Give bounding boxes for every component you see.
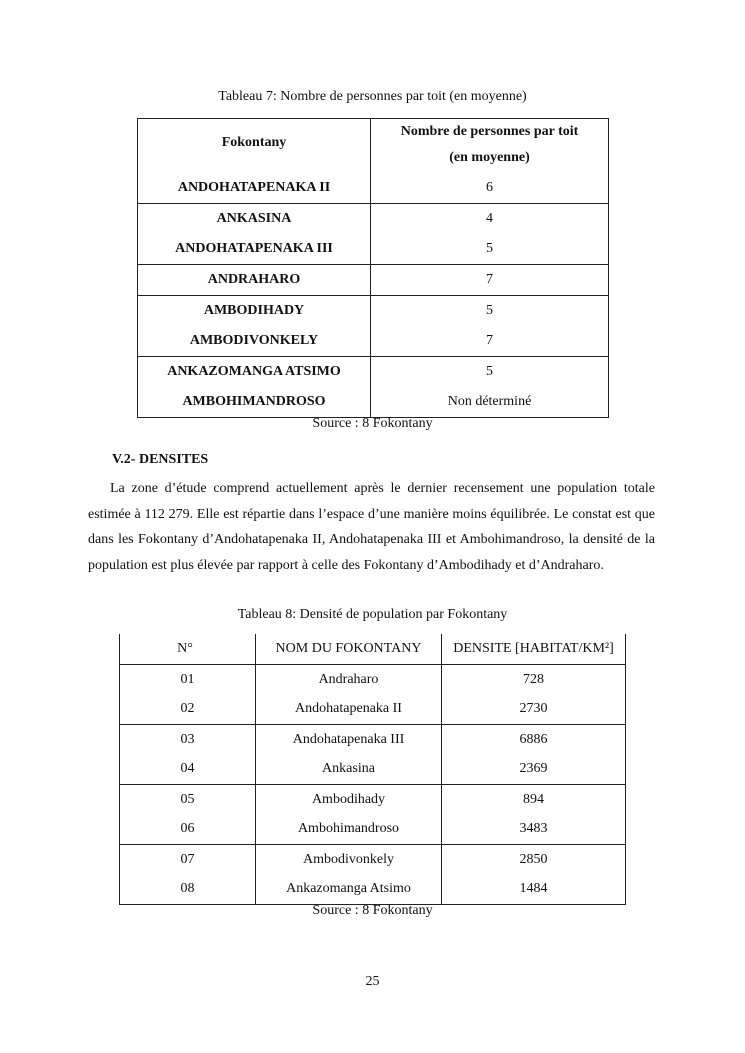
table7-group — [138, 296, 608, 357]
table8-header-row — [120, 634, 625, 664]
table-row: AMBODIHADY 5 — [138, 296, 608, 326]
table-row: ANKASINA 4 — [138, 204, 608, 234]
table7-group — [138, 357, 608, 417]
table7-header-row — [138, 119, 608, 173]
table-row: 03 Andohatapenaka III 6886 — [120, 725, 625, 755]
table7-header-fokontany: Fokontany — [138, 119, 371, 173]
table7-group — [138, 204, 608, 265]
table-row: 02 Andohatapenaka II 2730 — [120, 694, 625, 724]
table7-source: Source : 8 Fokontany — [312, 416, 433, 431]
table8-group — [120, 665, 625, 725]
table8-caption: Tableau 8: Densité de population par Fokontany — [237, 607, 508, 622]
section-paragraph: La zone d’étude comprend actuellement après le dernier recensement une population totale estimée à 112 279. Elle est répartie dans l’espace d’une manière moins équilibrée. Le constat est que dans les Fokontany d’Andohatapenaka II, Andohatapenaka III et Ambohimandroso, la densité de la population est plus élevée par rapport à celle des Fokontany d’Ambodihady et d’Andraharo. — [88, 481, 655, 573]
table7 — [137, 118, 609, 418]
table-row: AMBODIVONKELY 7 — [138, 326, 608, 356]
table7-group — [138, 265, 608, 296]
table8 — [119, 634, 626, 905]
table8-group — [120, 725, 625, 785]
table-row: 08 Ankazomanga Atsimo 1484 — [120, 874, 625, 904]
table-row: AMBOHIMANDROSO Non déterminé — [138, 387, 608, 417]
section-heading: V.2- DENSITES — [112, 452, 209, 467]
table7-header-persons: Nombre de personnes par toit (en moyenne) — [400, 124, 579, 165]
page-number: 25 — [365, 974, 380, 989]
table8-header-density: DENSITE [HABITAT/KM²] — [453, 641, 614, 656]
table8-group — [120, 785, 625, 845]
table-row: 01 Andraharo 728 — [120, 665, 625, 695]
table-row: ANKAZOMANGA ATSIMO 5 — [138, 357, 608, 387]
table7-caption: Tableau 7: Nombre de personnes par toit (en moyenne) — [218, 89, 527, 104]
table-row: ANDOHATAPENAKA III 5 — [138, 234, 608, 264]
table8-source: Source : 8 Fokontany — [312, 903, 433, 918]
table-row: ANDOHATAPENAKA II 6 — [138, 173, 608, 203]
table-row: 05 Ambodihady 894 — [120, 785, 625, 815]
table-row: 07 Ambodivonkely 2850 — [120, 845, 625, 875]
table7-group — [138, 173, 608, 204]
table-row: ANDRAHARO 7 — [138, 265, 608, 295]
table-row: 04 Ankasina 2369 — [120, 754, 625, 784]
table8-header-name: NOM DU FOKONTANY — [256, 634, 442, 664]
table8-group — [120, 845, 625, 904]
table8-header-num: N° — [120, 634, 256, 664]
table-row: 06 Ambohimandroso 3483 — [120, 814, 625, 844]
table8-header — [120, 634, 625, 665]
